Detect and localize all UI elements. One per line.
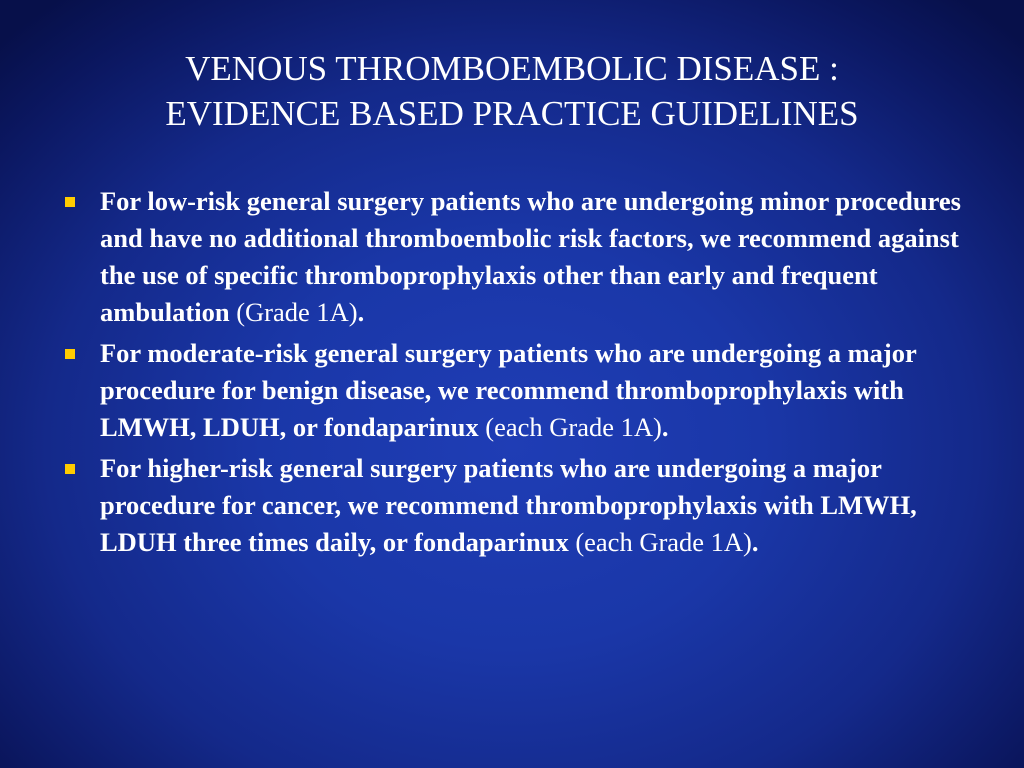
grade-label: (Grade 1A) — [236, 297, 358, 327]
bullet-item-higher-risk — [64, 450, 964, 561]
square-bullet-icon — [65, 349, 75, 359]
bullet-end: . — [751, 527, 759, 557]
bullet-end: . — [661, 412, 669, 442]
bullet-text: For moderate-risk general surgery patients who are undergoing a major procedure for benign disease, we recommend thromboprophylaxis with LMWH, LDUH, or fondaparinux — [100, 338, 917, 442]
bullet-text: For low-risk general surgery patients who are undergoing minor procedures and have no additional thromboembolic risk factors, we recommend against the use of specific thromboprophylaxis other than early and frequent ambulation — [100, 186, 961, 327]
grade-label: (each Grade 1A) — [575, 527, 752, 557]
grade-label: (each Grade 1A) — [485, 412, 662, 442]
bullet-item-low-risk — [64, 183, 964, 331]
slide-title — [0, 46, 1024, 136]
title-line-1: VENOUS THROMBOEMBOLIC DISEASE : — [185, 49, 839, 88]
bullet-text: For higher-risk general surgery patients who are undergoing a major procedure for cancer, we recommend thromboprophylaxis with LMWH, LDUH three times daily, or fondaparinux — [100, 453, 917, 557]
bullet-item-moderate-risk — [64, 335, 964, 446]
bullet-end: . — [357, 297, 365, 327]
bullet-list — [64, 183, 964, 565]
title-line-2: EVIDENCE BASED PRACTICE GUIDELINES — [165, 94, 859, 133]
square-bullet-icon — [65, 197, 75, 207]
square-bullet-icon — [65, 464, 75, 474]
